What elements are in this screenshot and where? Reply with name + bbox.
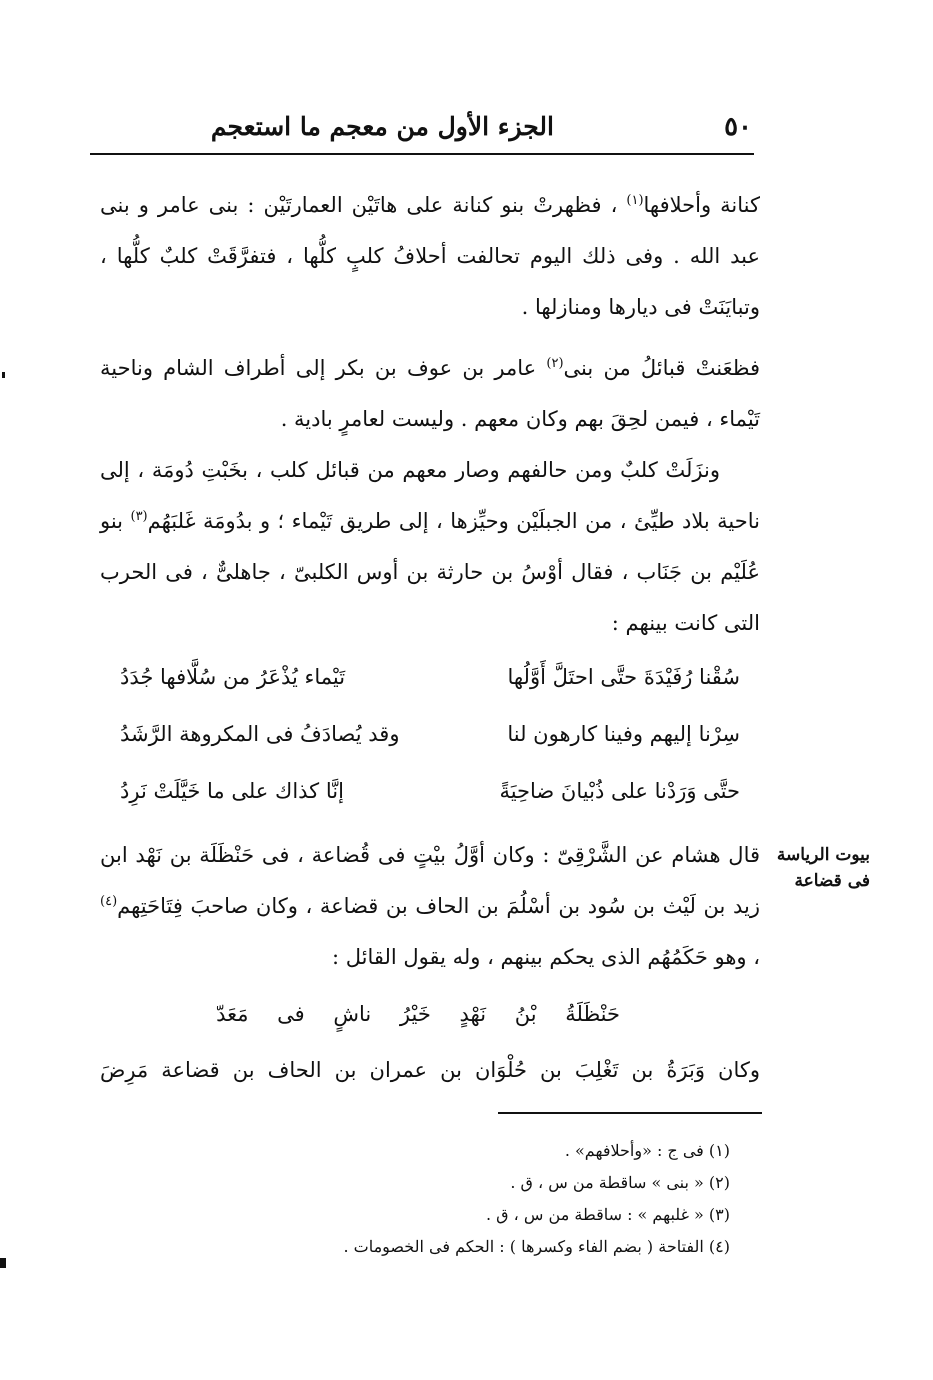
scan-edge-mark bbox=[2, 372, 5, 378]
footnote: (١) فى ج : «وأحلافهم» . bbox=[564, 1141, 730, 1160]
poem-verse bbox=[120, 722, 740, 779]
paragraph-2-text-cont: عامر بن عوف بن بكر إلى أطراف الشام وناحية تَيْماء ، فيمن لحِقَ بهم وكان معهم . وليست لعامرٍ بادية . bbox=[100, 356, 760, 431]
footnote-rule bbox=[498, 1112, 762, 1114]
paragraph-1 bbox=[100, 180, 760, 333]
poem-verse bbox=[120, 665, 740, 722]
paragraph-2 bbox=[100, 343, 760, 445]
poem bbox=[120, 665, 740, 836]
footnote: (٢) « بنى » ساقطة من س ، ق . bbox=[510, 1173, 730, 1192]
page-header bbox=[92, 108, 752, 152]
paragraph-2-text: فظعَنتْ قبائلُ من بنى bbox=[563, 356, 761, 380]
continuation-line: وكان وَبَرَةُ بن تَغْلِبَ بن حُلْوَان بن عمران بن الحاف بن قضاعة مَرِضَ bbox=[100, 1058, 760, 1082]
paragraph-3-text-cont: بنو عُلَيْم بن جَنَاب ، فقال أوْسُ بن حارثة بن أوس الكلبىّ ، جاهلىٌّ ، فى الحرب التى كانت بينهم : bbox=[100, 509, 760, 635]
paragraph-3 bbox=[100, 445, 760, 649]
paragraph-4-text-cont: ، وهو حَكَمُهُم الذى يحكم بينهم ، وله يقول القائل : bbox=[331, 945, 760, 969]
footnote-ref-1: (١) bbox=[626, 193, 644, 208]
footnote-ref-4: (٤) bbox=[100, 894, 118, 909]
margin-note-line: بيوت الرياسة bbox=[776, 845, 870, 865]
footnote-ref-3: (٣) bbox=[130, 509, 148, 524]
second-text-block bbox=[100, 830, 760, 983]
margin-note-line: فى قضاعة bbox=[794, 871, 870, 891]
scan-edge-mark bbox=[0, 1258, 6, 1268]
poem-verse bbox=[120, 779, 740, 836]
verse-second-hemistich: تَيْماء يُذْعَرُ من سُلَّافها جُدَدُ bbox=[120, 665, 346, 689]
page-number: ٥٠ bbox=[724, 112, 752, 142]
footnotes bbox=[250, 1135, 730, 1263]
main-text-block bbox=[100, 180, 760, 649]
footnote: (٣) « غلبهم » : ساقطة من س ، ق . bbox=[485, 1205, 730, 1224]
verse-second-hemistich: وقد يُصادَفُ فى المكروهة الرَّشَدُ bbox=[120, 722, 400, 746]
paragraph-1-text: كنانة وأحلافها bbox=[643, 193, 760, 217]
footnote: (٤) الفتاحة ( بضم الفاء وكسرها ) : الحكم فى الخصومات . bbox=[343, 1237, 730, 1256]
verse-second-hemistich: إنَّا كذاك على ما خَيَّلَتْ نَرِدُ bbox=[120, 779, 344, 803]
running-title: الجزء الأول من معجم ما استعجم bbox=[210, 112, 554, 141]
paragraph-3-text: ونزَلَتْ كلبٌ ومن حالفهم وصار معهم من قبائل كلب ، بخَبْتِ دُومَة ، إلى ناحية بلاد طيِّئ ، من الجبلَيْن وحيِّزها ، إلى طريق تَيْماء ؛ و بدُومَة غَلبَهُم bbox=[100, 458, 760, 533]
paragraph-4 bbox=[100, 830, 760, 983]
header-rule bbox=[90, 153, 754, 155]
single-verse: حَنْظَلَةُ بْنُ نَهْدٍ خَيْرُ ناشٍ فى مَعَدّ bbox=[216, 1002, 620, 1026]
margin-note bbox=[760, 842, 870, 894]
paragraph-4-text: قال هشام عن الشَّرْقِىّ : وكان أوَّلُ بيْتٍ فى قُضاعة ، فى حَنْظَلَة بن نَهْد ابن زيد بن لَيْث بن سُود بن أسْلُمَ بن الحاف بن قضاعة ، وكان صاحبَ فِتَاحَتِهم bbox=[100, 843, 760, 918]
verse-first-hemistich: سِرْنا إليهم وفينا كارهون لنا bbox=[507, 722, 740, 746]
verse-first-hemistich: سُقْنا رُفَيْدَةَ حتَّى احتَلَّ أَوَّلُها bbox=[507, 665, 740, 689]
verse-first-hemistich: حتَّى وَرَدْنا على ذُبْيانَ ضاحِيَةً bbox=[499, 779, 740, 803]
footnote-ref-2: (٢) bbox=[546, 356, 564, 371]
paragraph-1-text-cont: ، فظهرتْ بنو كنانة على هاتَيْن العمارتَيْن : بنى عامر و بنى عبد الله . وفى ذلك اليوم تحالفت أحلافُ كلبٍ كلُّها ، فتفرَّقَتْ كلبٌ كلُّها ، وتبايَنَتْ فى ديارها ومنازلها . bbox=[100, 193, 760, 319]
